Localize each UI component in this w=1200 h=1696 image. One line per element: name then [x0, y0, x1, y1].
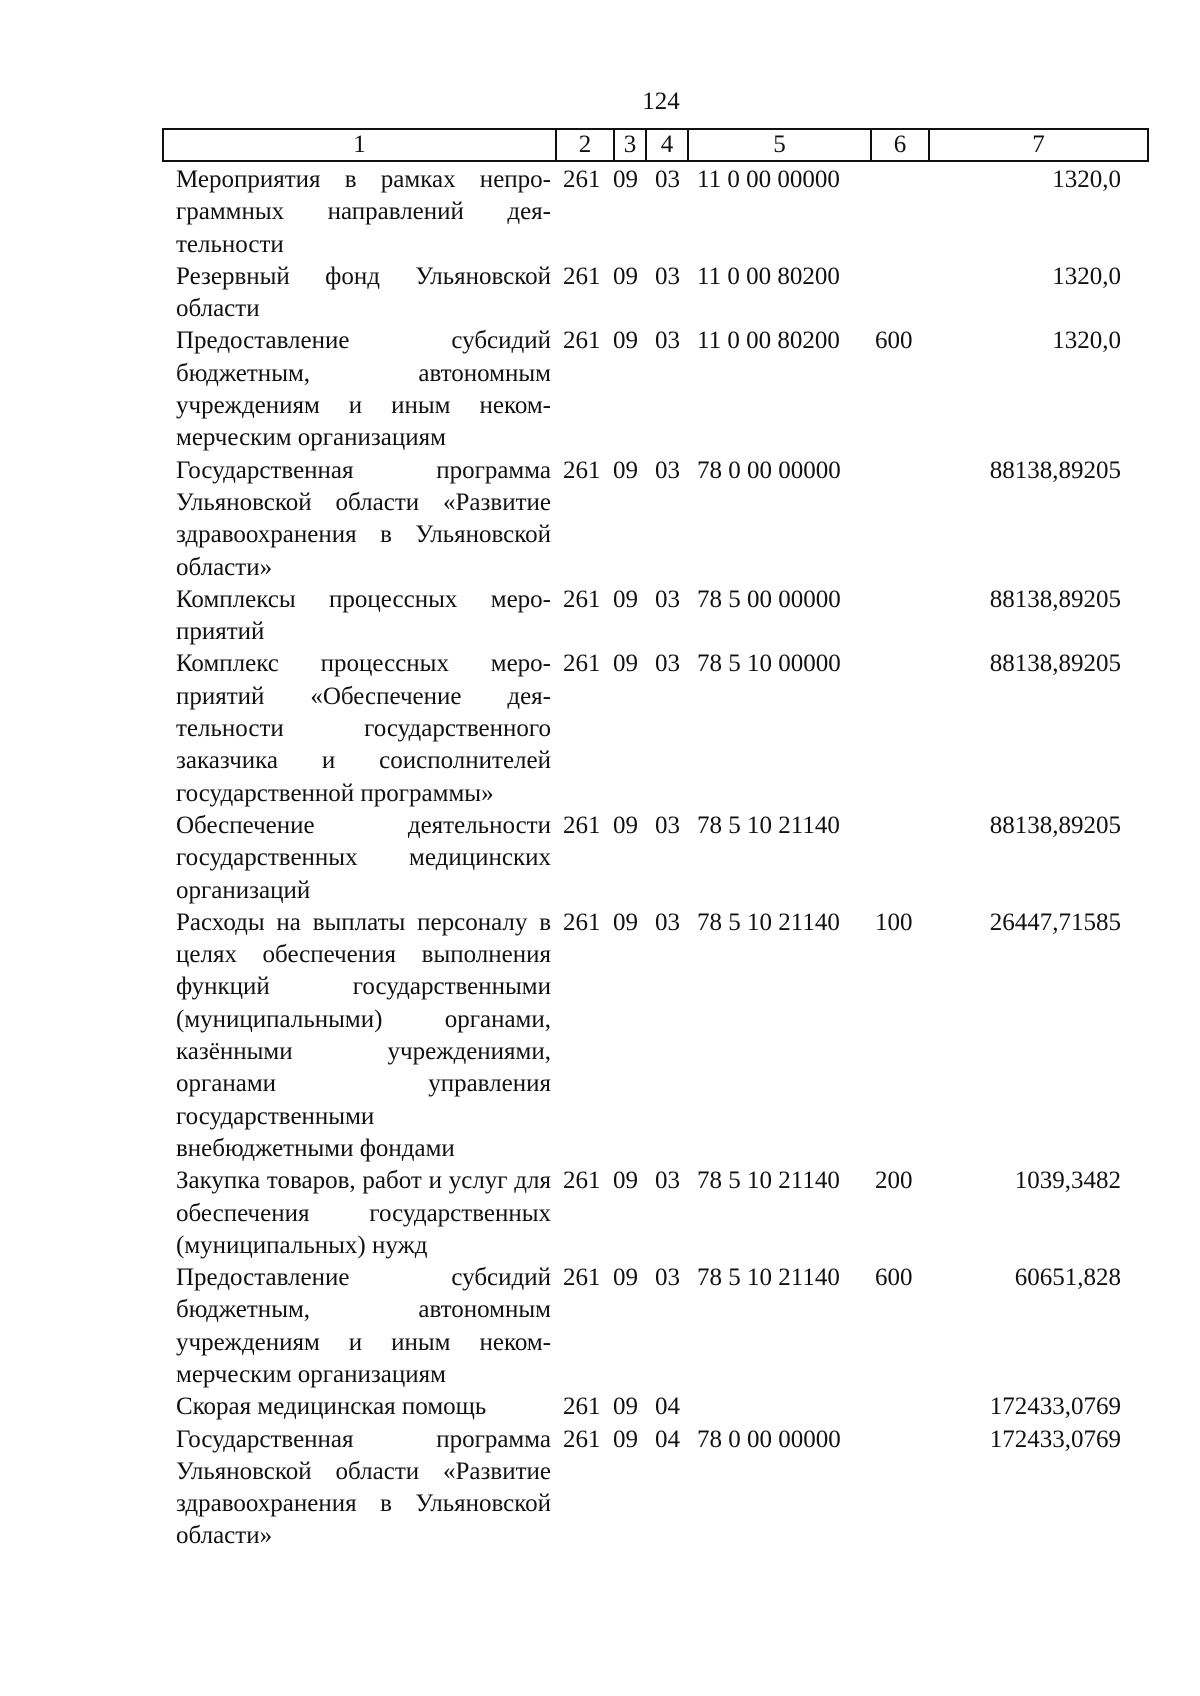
- row-cs: 11 0 00 80200: [697, 327, 840, 355]
- row-rz: 09: [613, 1264, 638, 1292]
- row-sum: 88138,89205: [989, 650, 1121, 678]
- table-row: [176, 648, 1151, 809]
- row-sum: 88138,89205: [989, 585, 1121, 613]
- row-rz: 09: [613, 1167, 638, 1195]
- table-row: [176, 810, 1151, 907]
- row-rz: 09: [613, 811, 638, 839]
- row-cs: 11 0 00 80200: [697, 262, 840, 290]
- row-name: Государственная программа Ульяновской области «Развитие здравоохранения в Ульяновской области»: [176, 456, 551, 581]
- table-row: [176, 1391, 1151, 1423]
- row-vr: 200: [875, 1167, 913, 1195]
- row-rz: 09: [613, 908, 638, 936]
- row-pr: 03: [655, 811, 680, 839]
- row-sum: 1320,0: [1052, 327, 1121, 355]
- row-gr: 261: [563, 166, 601, 193]
- row-gr: 261: [563, 585, 601, 613]
- row-vr: [875, 261, 935, 326]
- table-header: [162, 128, 1149, 162]
- row-sum: 26447,71585: [989, 908, 1121, 936]
- row-cs: 78 0 00 00000: [697, 1425, 841, 1453]
- row-name: Предоставление субсидий бюджетным, автономным учреждениям и иным некоммерческим организациям: [176, 327, 551, 452]
- header-col-3: 3: [615, 130, 647, 160]
- row-cs: 78 0 00 00000: [697, 456, 841, 484]
- row-pr: 03: [655, 166, 680, 193]
- row-rz: 09: [613, 650, 638, 678]
- row-name: Государственная программа Ульяновской области «Развитие здравоохранения в Ульяновской области»: [176, 1425, 551, 1550]
- row-cs: 11 0 00 00000: [697, 166, 840, 193]
- table-row: [176, 1165, 1151, 1262]
- page-number: 124: [642, 88, 680, 115]
- table-row: [176, 1424, 1151, 1553]
- header-col-5: 5: [689, 130, 872, 160]
- row-vr: [875, 455, 935, 584]
- header-col-6: 6: [872, 130, 930, 160]
- row-pr: 03: [655, 650, 680, 678]
- row-sum: 1039,3482: [1014, 1167, 1121, 1195]
- row-sum: 88138,89205: [989, 456, 1121, 484]
- row-name: Комплекс процессных мероприятий «Обеспечение деятельности государственного заказчика и соисполнителей государственной программы»: [176, 650, 551, 807]
- row-name: Закупка товаров, работ и услуг для обеспечения государственных (муниципальных) нужд: [176, 1167, 551, 1259]
- row-gr: 261: [563, 811, 601, 839]
- table-row: [176, 584, 1151, 649]
- row-rz: 09: [613, 585, 638, 613]
- row-pr: 04: [655, 1393, 680, 1421]
- row-rz: 09: [613, 1425, 638, 1453]
- row-sum: 1320,0: [1052, 262, 1121, 290]
- row-cs: 78 5 10 21140: [697, 1264, 840, 1292]
- header-col-2: 2: [557, 130, 615, 160]
- row-rz: 09: [613, 327, 638, 355]
- row-sum: 60651,828: [1014, 1264, 1121, 1292]
- row-gr: 261: [563, 327, 601, 355]
- row-sum: 172433,0769: [989, 1425, 1121, 1453]
- row-pr: 03: [655, 1264, 680, 1292]
- row-vr: [875, 584, 935, 649]
- row-gr: 261: [563, 456, 601, 484]
- row-rz: 09: [613, 166, 638, 193]
- table-row: [176, 164, 1151, 261]
- row-name: Скорая медицинская помощь: [176, 1393, 487, 1421]
- row-cs: 78 5 00 00000: [697, 585, 841, 613]
- row-rz: 09: [613, 1393, 638, 1421]
- row-sum: 172433,0769: [989, 1393, 1121, 1421]
- row-pr: 03: [655, 1167, 680, 1195]
- row-vr: [875, 1424, 935, 1553]
- row-pr: 03: [655, 908, 680, 936]
- row-vr: 100: [875, 908, 913, 936]
- row-vr: [875, 1391, 935, 1423]
- row-gr: 261: [563, 908, 601, 936]
- row-cs: 78 5 10 21140: [697, 908, 840, 936]
- row-gr: 261: [563, 650, 601, 678]
- row-name: Мероприятия в рамках непрограммных направлений деятельности: [176, 166, 551, 258]
- table-row: [176, 455, 1151, 584]
- row-cs: [697, 1391, 875, 1423]
- row-cs: 78 5 10 00000: [697, 650, 841, 678]
- row-pr: 03: [655, 585, 680, 613]
- row-name: Предоставление субсидий бюджетным, автономным учреждениям и иным некоммерческим организациям: [176, 1264, 551, 1388]
- row-name: Резервный фонд Ульяновской области: [176, 262, 551, 323]
- row-gr: 261: [563, 262, 601, 290]
- row-rz: 09: [613, 262, 638, 290]
- row-cs: 78 5 10 21140: [697, 811, 840, 839]
- row-name: Комплексы процессных мероприятий: [176, 585, 551, 646]
- row-gr: 261: [563, 1393, 601, 1421]
- row-pr: 03: [655, 262, 680, 290]
- table-row: [176, 1262, 1151, 1391]
- row-gr: 261: [563, 1264, 601, 1292]
- header-col-7: 7: [1032, 131, 1045, 158]
- row-pr: 03: [655, 456, 680, 484]
- row-sum: 88138,89205: [989, 811, 1121, 839]
- row-vr: [875, 648, 935, 809]
- table-body: [176, 164, 1151, 1553]
- row-vr: 600: [875, 327, 913, 355]
- row-pr: 04: [655, 1425, 680, 1453]
- table-row: [176, 907, 1151, 1165]
- row-rz: 09: [613, 456, 638, 484]
- row-pr: 03: [655, 327, 680, 355]
- row-vr: [875, 164, 935, 261]
- row-name: Расходы на выплаты персоналу в целях обеспечения выполнения функций государственными (муниципальными) органами, казёнными учреждениями, органами управления государственными внебюджетными фондами: [176, 908, 551, 1162]
- row-vr: [875, 810, 935, 907]
- row-gr: 261: [563, 1167, 601, 1195]
- header-col-1: 1: [164, 130, 557, 160]
- table-row: [176, 325, 1151, 454]
- row-gr: 261: [563, 1425, 601, 1453]
- header-col-4: 4: [647, 130, 689, 160]
- table-row: [176, 261, 1151, 326]
- row-vr: 600: [875, 1264, 913, 1292]
- row-name: Обеспечение деятельности государственных медицинских организаций: [176, 811, 551, 904]
- row-cs: 78 5 10 21140: [697, 1167, 840, 1195]
- row-sum: 1320,0: [1052, 166, 1121, 193]
